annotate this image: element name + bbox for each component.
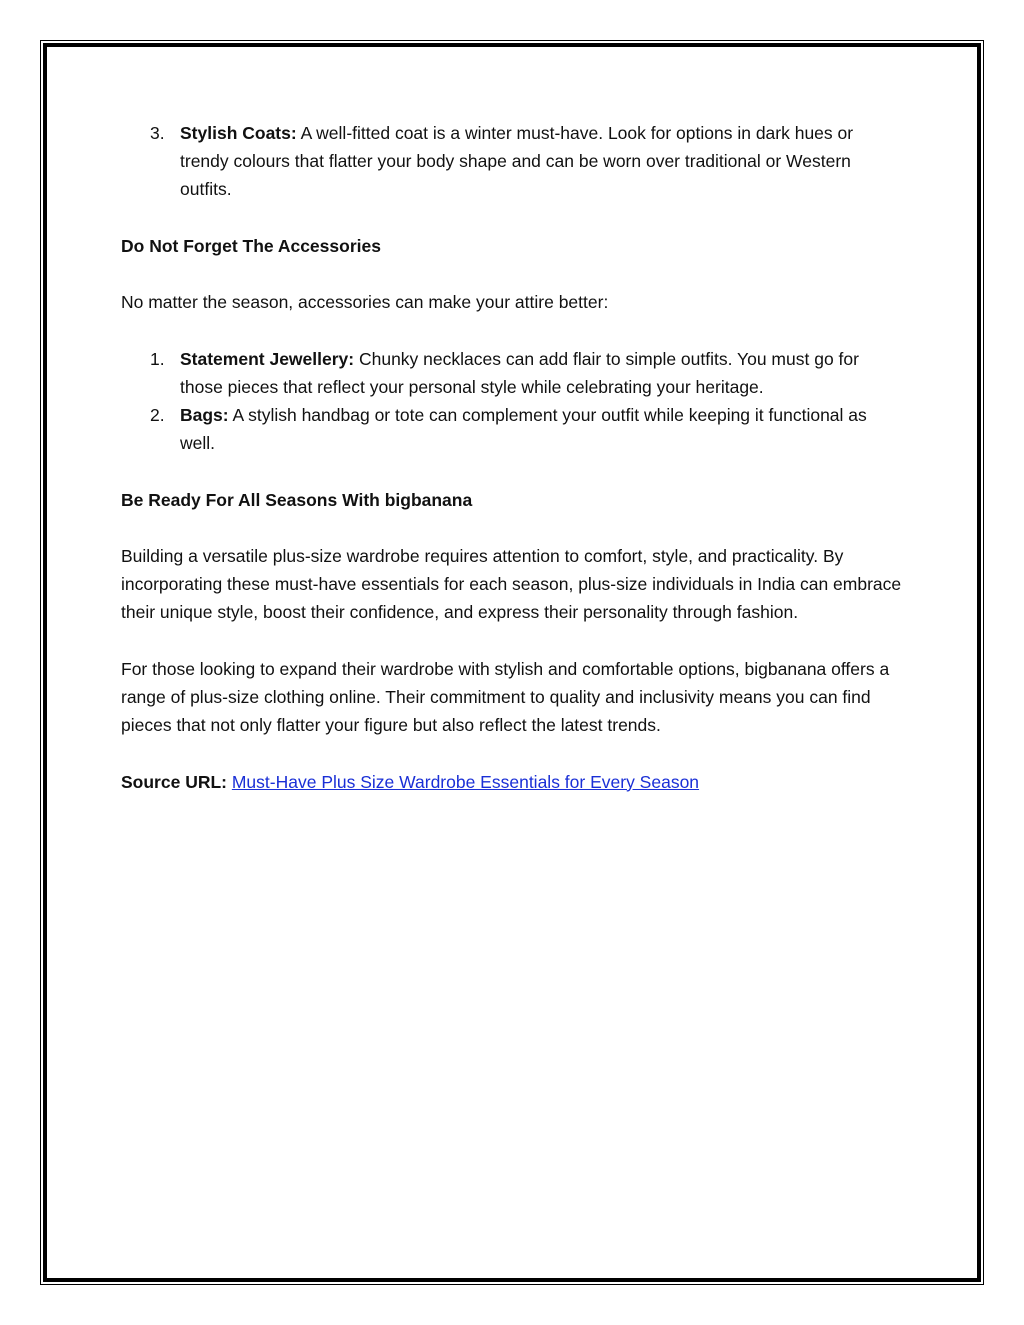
spacer [121, 514, 911, 542]
paragraph-bigbanana: For those looking to expand their wardrobe with stylish and comfortable options, bigbanana offers a range of plus-size clothing online. Their commitment to quality and inclusivity means you can find pieces that not only flatter your figure but also reflect the latest trends. [121, 658, 890, 736]
source-link[interactable]: Must-Have Plus Size Wardrobe Essentials for Every Season [231, 771, 700, 792]
section-heading-ready: Be Ready For All Seasons With bigbanana [121, 489, 473, 510]
paragraph-wardrobe: Building a versatile plus-size wardrobe requires attention to comfort, style, and practicality. By incorporating these must-have essentials for each season, plus-size individuals in India can embrace their unique style, boost their confidence, and express their personality through fashion. [121, 545, 902, 623]
section-heading-accessories: Do Not Forget The Accessories [121, 235, 381, 256]
list-item-description: A stylish handbag or tote can complement your outfit while keeping it functional as well. [180, 404, 867, 454]
source-label: Source URL: [121, 771, 227, 792]
list-item-description: A well-fitted coat is a winter must-have. Look for options in dark hues or trendy colours that flatter your body shape and can be worn over traditional or Western outfits. [180, 123, 854, 200]
list-item [121, 345, 911, 401]
list-item-text [180, 345, 911, 401]
coats-list [121, 119, 911, 204]
document-body [121, 119, 911, 796]
spacer [121, 316, 911, 344]
source-line [121, 768, 911, 796]
list-item-term: Statement Jewellery: [180, 348, 355, 369]
list-item [121, 119, 911, 204]
list-item-description: Chunky necklaces can add flair to simple outfits. You must go for those pieces that reflect your personal style while celebrating your heritage. [180, 348, 859, 397]
list-number: 1. [150, 348, 165, 369]
spacer [121, 457, 911, 485]
list-number: 2. [150, 404, 165, 425]
list-item [121, 401, 911, 457]
list-item-term: Stylish Coats: [180, 123, 297, 143]
list-item-text [180, 119, 911, 204]
list-item-text [180, 401, 911, 457]
list-item-term: Bags: [180, 404, 229, 425]
accessories-list [121, 345, 911, 458]
spacer [121, 739, 911, 767]
spacer [121, 627, 911, 655]
accessories-intro: No matter the season, accessories can make your attire better: [121, 292, 609, 313]
spacer [121, 260, 911, 288]
spacer [121, 204, 911, 232]
list-number: 3. [150, 123, 165, 143]
